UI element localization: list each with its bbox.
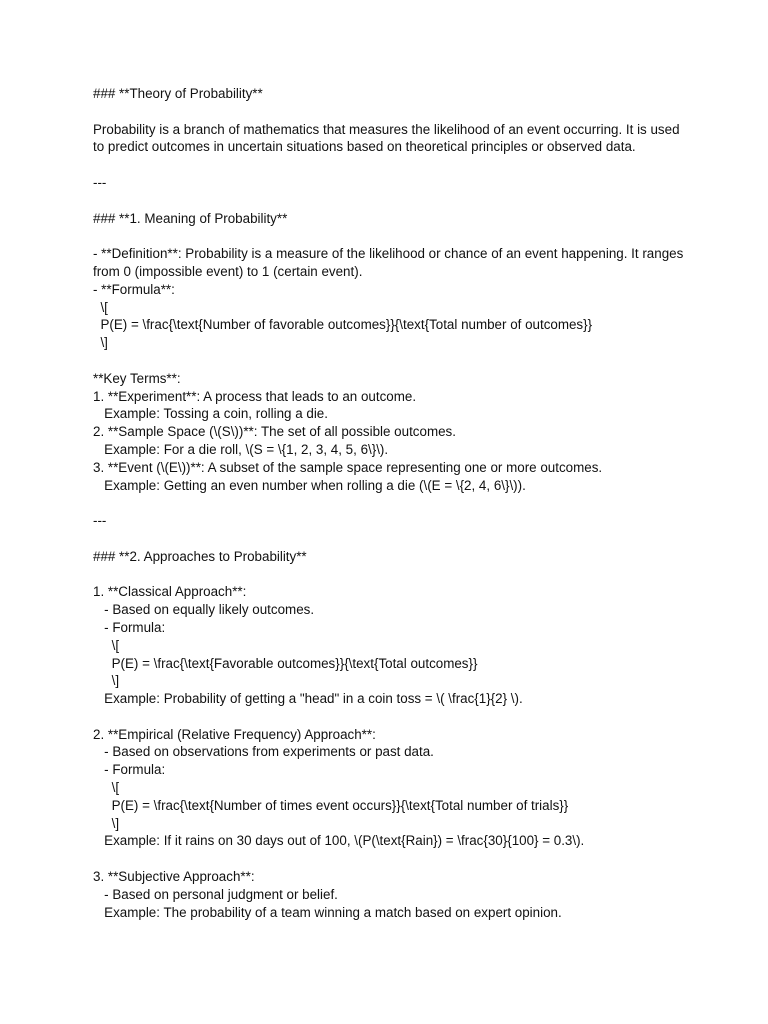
- term-experiment: 1. **Experiment**: A process that leads to an outcome.: [93, 388, 417, 404]
- empirical-bullet-2: - Formula:: [93, 762, 166, 778]
- term-event: 3. **Event (\(E\))**: A subset of the sample space representing one or more outcomes.: [93, 459, 603, 475]
- classical-formula-close: \]: [93, 673, 120, 689]
- empirical-example: Example: If it rains on 30 days out of 100, \(P(\text{Rain}) = \frac{30}{100} = 0.3\).: [93, 833, 585, 849]
- definition-item: - **Definition**: Probability is a measure of the likelihood or chance of an event happening. It ranges from 0 (impossible event) to 1 (certain event).: [93, 246, 684, 279]
- formula-label: - **Formula**:: [93, 281, 175, 297]
- classical-bullet-1: - Based on equally likely outcomes.: [93, 602, 315, 618]
- empirical-formula-open: \[: [93, 780, 120, 796]
- formula-close: \]: [93, 335, 108, 351]
- classical-formula-body: P(E) = \frac{\text{Favorable outcomes}}{\text{Total outcomes}}: [93, 655, 478, 671]
- key-terms-label: **Key Terms**:: [93, 370, 181, 386]
- document-page: [93, 85, 693, 921]
- formula-body: P(E) = \frac{\text{Number of favorable outcomes}}{\text{Total number of outcomes}}: [93, 317, 593, 333]
- subjective-approach: 3. **Subjective Approach**:: [93, 869, 255, 885]
- section-2-heading: ### **2. Approaches to Probability**: [93, 548, 307, 564]
- divider: ---: [93, 513, 107, 529]
- empirical-formula-body: P(E) = \frac{\text{Number of times event occurs}}{\text{Total number of trials}}: [93, 797, 569, 813]
- subjective-example: Example: The probability of a team winning a match based on expert opinion.: [93, 904, 562, 920]
- formula-open: \[: [93, 299, 108, 315]
- term-sample-space: 2. **Sample Space (\(S\))**: The set of all possible outcomes.: [93, 424, 456, 440]
- intro-paragraph: Probability is a branch of mathematics that measures the likelihood of an event occurring. It is used to predict outcomes in uncertain situations based on theoretical principles or observed data.: [93, 121, 680, 155]
- classical-bullet-2: - Formula:: [93, 619, 166, 635]
- document-title: ### **Theory of Probability**: [93, 86, 263, 101]
- empirical-approach: 2. **Empirical (Relative Frequency) Approach**:: [93, 726, 376, 742]
- term-experiment-example: Example: Tossing a coin, rolling a die.: [93, 406, 328, 422]
- subjective-bullet-1: - Based on personal judgment or belief.: [93, 886, 338, 902]
- term-event-example: Example: Getting an even number when rolling a die (\(E = \{2, 4, 6\}\)).: [93, 477, 526, 493]
- classical-example: Example: Probability of getting a "head" in a coin toss = \( \frac{1}{2} \).: [93, 691, 523, 707]
- divider: ---: [93, 174, 107, 190]
- empirical-bullet-1: - Based on observations from experiments or past data.: [93, 744, 434, 760]
- empirical-formula-close: \]: [93, 815, 120, 831]
- classical-formula-open: \[: [93, 637, 120, 653]
- term-sample-space-example: Example: For a die roll, \(S = \{1, 2, 3, 4, 5, 6\}\).: [93, 441, 389, 457]
- section-1-heading: ### **1. Meaning of Probability**: [93, 210, 288, 226]
- classical-approach: 1. **Classical Approach**:: [93, 584, 247, 600]
